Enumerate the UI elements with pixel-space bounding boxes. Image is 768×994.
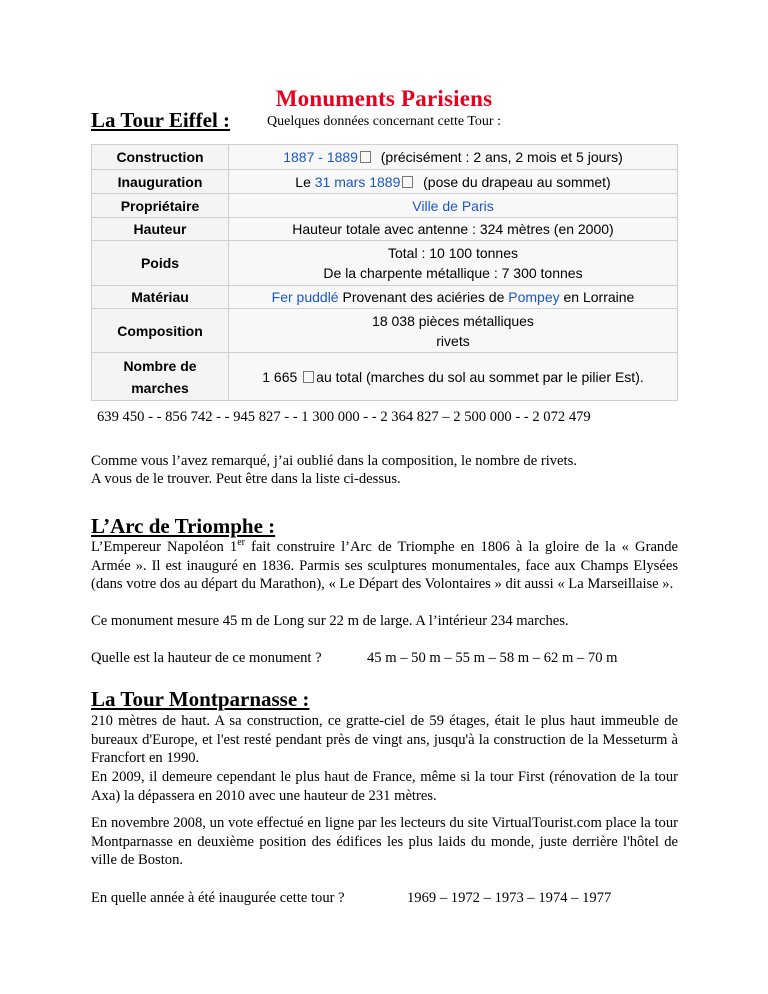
arc-superscript: er: [237, 537, 245, 548]
eiffel-heading: La Tour Eiffel :: [91, 108, 231, 132]
row-label: Poids: [92, 241, 229, 286]
row-text: en Lorraine: [563, 289, 635, 305]
montparnasse-heading: La Tour Montparnasse :: [91, 687, 310, 711]
row-text: (précisément : 2 ans, 2 mois et 5 jours): [380, 149, 623, 165]
row-label: Composition: [92, 309, 229, 353]
owner-link[interactable]: Ville de Paris: [412, 197, 494, 214]
arc-text: L’Empereur Napoléon 1: [91, 539, 238, 555]
construction-link[interactable]: 1887 - 1889: [283, 149, 358, 165]
row-text: 18 038 pièces métalliques: [372, 312, 534, 329]
arc-options: 45 m – 50 m – 55 m – 58 m – 62 m – 70 m: [367, 650, 618, 666]
eiffel-intro: Quelques données concernant cette Tour :: [267, 114, 501, 129]
row-label: Matériau: [92, 286, 229, 309]
row-label-line: Nombre de: [123, 357, 197, 374]
row-value: [229, 170, 678, 194]
arc-question: Quelle est la hauteur de ce monument ?: [91, 650, 322, 666]
rivet-number-options: 639 450 - - 856 742 - - 945 827 - - 1 300 000 - - 2 364 827 – 2 500 000 - - 2 072 479: [97, 409, 591, 425]
table-row: [92, 286, 678, 309]
rivet-note-1: Comme vous l’avez remarqué, j’ai oublié dans la composition, le nombre de rivets.: [91, 453, 577, 469]
row-text: Provenant des aciéries de: [342, 289, 505, 305]
table-row: [92, 194, 678, 218]
missing-glyph-icon: [303, 371, 314, 383]
montparnasse-p2: En 2009, il demeure cependant le plus haut de France, même si la tour First (rénovation de la tour Axa) la dépassera en 2010 avec une hauteur de 231 mètres.: [91, 769, 678, 804]
row-text: (pose du drapeau au sommet): [423, 173, 611, 190]
row-label: [92, 353, 229, 401]
table-row: [92, 241, 678, 286]
row-value: [229, 309, 678, 353]
row-value: [229, 145, 678, 170]
eiffel-info-table: [91, 144, 678, 401]
row-value: Hauteur totale avec antenne : 324 mètres (en 2000): [229, 218, 678, 241]
montparnasse-question: En quelle année à été inaugurée cette tour ?: [91, 890, 345, 906]
inauguration-link[interactable]: 31 mars 1889: [314, 173, 401, 190]
row-text: Le: [295, 173, 311, 190]
arc-paragraph: [91, 538, 678, 594]
montparnasse-options: 1969 – 1972 – 1973 – 1974 – 1977: [407, 890, 612, 906]
missing-glyph-icon: [402, 176, 413, 188]
row-label: Construction: [92, 145, 229, 170]
page-title: Monuments Parisiens: [275, 86, 493, 111]
missing-glyph-icon: [360, 151, 371, 163]
row-label: Propriétaire: [92, 194, 229, 218]
row-value: [229, 286, 678, 309]
row-label: Inauguration: [92, 170, 229, 194]
rivet-note-2: A vous de le trouver. Peut être dans la liste ci-dessus.: [91, 471, 401, 487]
table-row: [92, 145, 678, 170]
row-label-line: marches: [131, 379, 189, 396]
row-value: [229, 194, 678, 218]
pompey-link[interactable]: Pompey: [508, 289, 560, 305]
table-row: [92, 309, 678, 353]
material-link[interactable]: Fer puddlé: [271, 289, 339, 305]
row-text: rivets: [436, 332, 470, 349]
arc-heading: L’Arc de Triomphe :: [91, 514, 276, 538]
montparnasse-p3: En novembre 2008, un vote effectué en ligne par les lecteurs du site VirtualTourist.com place la tour Montparnasse en deuxième position des édifices les plus laids du monde, juste derrière l'hôtel de ville de Boston.: [91, 815, 678, 869]
table-row: [92, 218, 678, 241]
arc-dimensions: Ce monument mesure 45 m de Long sur 22 m de large. A l’intérieur 234 marches.: [91, 613, 569, 629]
row-value: [229, 241, 678, 286]
montparnasse-p1: 210 mètres de haut. A sa construction, ce gratte-ciel de 59 étages, était le plus haut immeuble de bureaux d'Europe, et l'est resté pendant près de vingt ans, jusqu'à la construction de la Messeturm à Francfort en 1990.: [91, 713, 678, 767]
row-text: Total : 10 100 tonnes: [388, 245, 518, 261]
row-value: [229, 353, 678, 401]
row-text: 1 665: [262, 368, 298, 385]
arc-text: fait construire l’Arc de Triomphe en 1806 à la gloire de la « Grande Armée ». Il est inauguré en 1836. Parmis ses sculptures monumentales, face aux Champs Elysées (dans votre dos au départ du Marathon), « Le Départ des Volontaires » dit aussi « La Marseillaise ».: [91, 539, 678, 593]
row-text: De la charpente métallique : 7 300 tonnes: [323, 265, 583, 281]
row-label: Hauteur: [92, 218, 229, 241]
row-text: au total (marches du sol au sommet par le pilier Est).: [316, 368, 644, 385]
table-row: [92, 170, 678, 194]
table-row: [92, 353, 678, 401]
